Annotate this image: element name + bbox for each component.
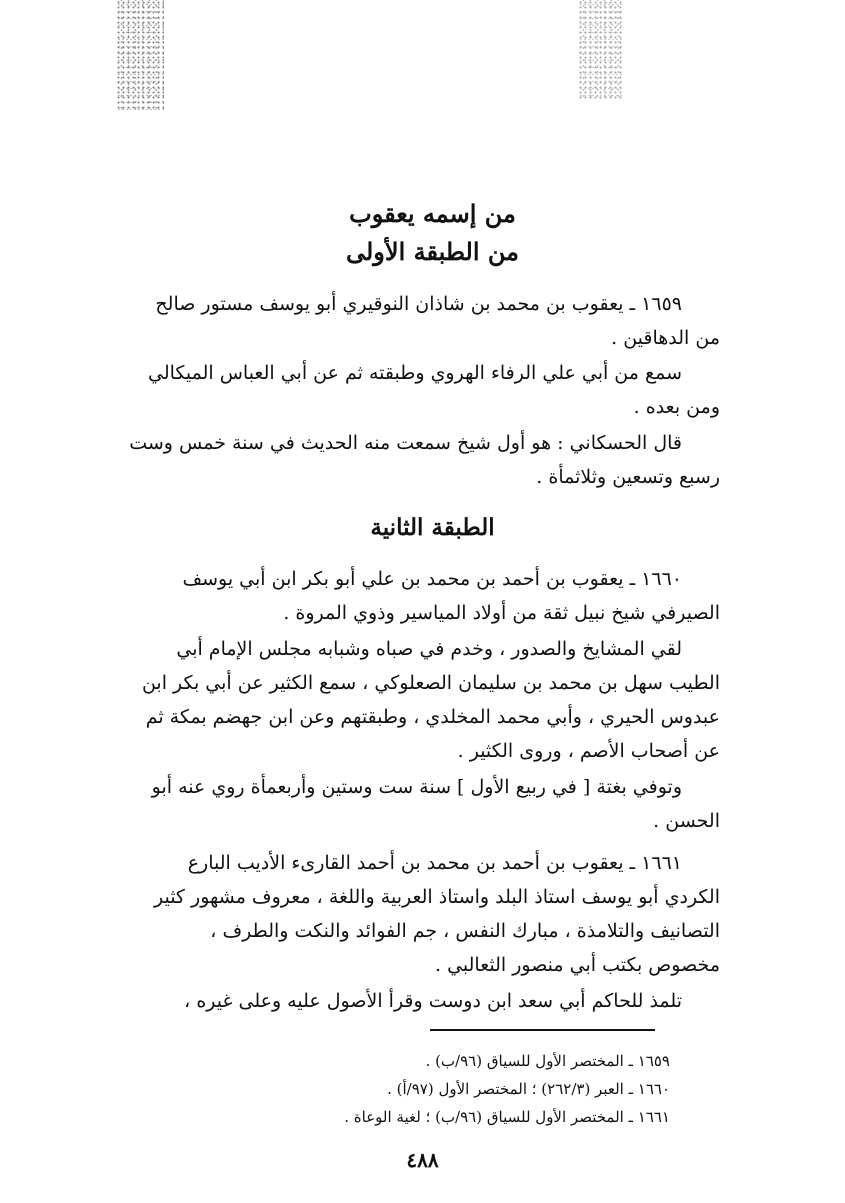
entry-1661-paragraph-2 [100,984,720,1018]
entry-1660-p3-line-2: الحسن . [653,810,720,832]
entry-1659 [100,287,720,355]
entry-1660-line-2: الصيرفي شيخ نبيل ثقة من أولاد المياسير وذوي المروة . [283,602,720,624]
entry-1660-p2-line-2: الطيب سهل بن محمد بن سليمان الصعلوكي ، سمع الكثير عن أبي بكر ابن [141,672,720,694]
entry-1661-p2-line-1: تلمذ للحاكم أبي سعد ابن دوست وقرأ الأصول عليه وعلى غيره ، [184,990,682,1012]
entry-1659-paragraph-3 [100,426,720,494]
entry-1660-p3-line-1: وتوفي بغتة [ في ربيع الأول ] سنة ست وستين وأربعمأة روي عنه أبو [151,776,682,798]
entry-1659-p3-line-1: قال الحسكاني : هو أول شيخ سمعت منه الحديث في سنة خمس وست [129,432,682,454]
footnote-1660: ١٦٦٠ ـ العبر (٢٦٢/٣) ؛ المختصر الأول (٩٧/أ) . [387,1080,670,1098]
entry-1660 [100,562,720,630]
entry-1659-line-1: ١٦٥٩ ـ يعقوب بن محمد بن شاذان النوقيري أبو يوسف مستور صالح [155,293,682,315]
page-number: ٤٨٨ [406,1148,439,1172]
chapter-heading: من إسمه يعقوب [349,199,516,228]
footnote-1659: ١٦٥٩ ـ المختصر الأول للسياق (٩٦/ب) . [425,1052,670,1070]
entry-1661-line-3: التصانيف والتلامذة ، مبارك النفس ، جم الفوائد والنكت والطرف ، [210,920,720,942]
entry-1660-line-1: ١٦٦٠ ـ يعقوب بن أحمد بن محمد بن علي أبو بكر ابن أبي يوسف [182,568,682,590]
entry-1660-p2-line-3: عبدوس الحيري ، وأبي محمد المخلدي ، وطبقتهم وعن ابن جهضم بمكة ثم [145,706,720,728]
entry-1661-line-1: ١٦٦١ ـ يعقوب بن أحمد بن محمد بن أحمد القارىء الأديب البارع [187,852,682,874]
entry-1659-p2-line-2: ومن بعده . [633,396,720,418]
layer-heading-second: الطبقة الثانية [370,514,495,541]
entry-1661-line-4: مخصوص بكتب أبي منصور الثعالبي . [434,954,720,976]
layer-heading-first: من الطبقة الأولى [345,237,519,266]
entry-1659-line-2: من الدهاقين . [611,327,720,349]
footnote-1661: ١٦٦١ ـ المختصر الأول للسياق (٩٦/ب) ؛ لغية الوعاة . [344,1108,670,1126]
entry-1659-paragraph-2 [100,356,720,424]
entry-1659-p2-line-1: سمع من أبي علي الرفاء الهروي وطبقته ثم عن أبي العباس الميكالي [147,362,682,384]
entry-1661 [100,846,720,982]
entry-1660-p2-line-4: عن أصحاب الأصم ، وروى الكثير . [457,740,720,762]
scan-noise-left [116,0,164,110]
footnotes [100,1047,670,1131]
entry-1660-paragraph-2 [100,632,720,768]
entry-1661-line-2: الكردي أبو يوسف استاذ البلد واستاذ العربية واللغة ، معروف مشهور كثير [153,886,720,908]
entry-1660-paragraph-3 [100,770,720,838]
entry-1660-p2-line-1: لقي المشايخ والصدور ، وخدم في صباه وشبابه مجلس الإمام أبي [176,638,682,660]
entry-1659-p3-line-2: رسبع وتسعين وثلاثمأة . [536,466,720,488]
footnote-separator [430,1029,655,1031]
scan-noise-right [578,0,622,100]
